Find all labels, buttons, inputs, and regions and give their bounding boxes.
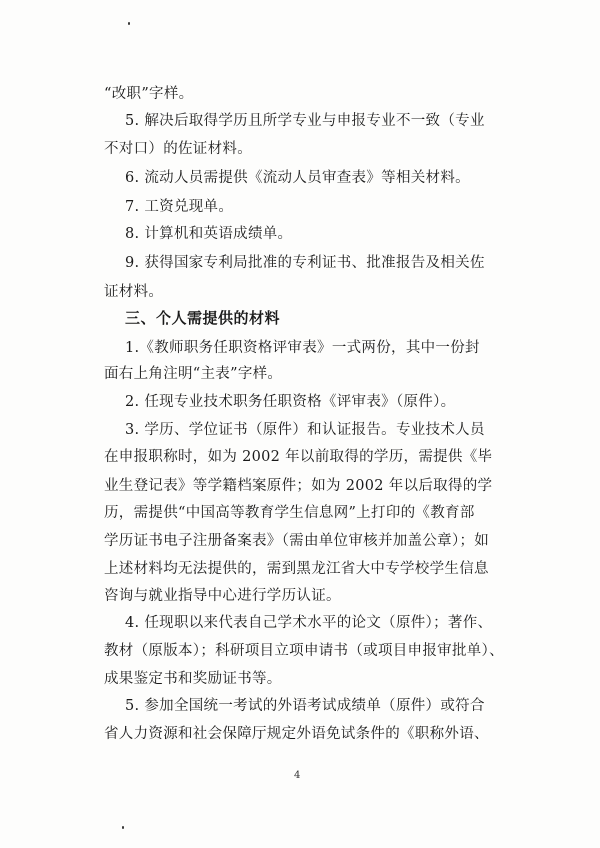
text-line: 3. 学历、学位证书（原件）和认证报告。专业技术人员 <box>125 422 485 438</box>
text-line: “改职”字样。 <box>104 86 194 102</box>
section-heading: 三、个人需提供的材料 <box>125 309 281 327</box>
text-line: 5. 解决后取得学历且所学专业与申报专业不一致（专业 <box>125 113 485 129</box>
text-line: 4. 任现职以来代表自己学术水平的论文（原件）；著作、 <box>125 615 493 631</box>
text-line: 教材（原版本）；科研项目立项申请书（或项目申报审批单）、 <box>104 643 504 659</box>
text-line: 业生登记表》等学籍档案原件；如为 2002 年以后取得的学 <box>104 478 493 494</box>
text-line: 7. 工资兑现单。 <box>125 199 234 215</box>
text-line: 证材料。 <box>104 284 164 300</box>
text-line: 2. 任现专业技术职务任职资格《评审表》（原件）。 <box>125 394 456 410</box>
scan-mark <box>122 826 124 829</box>
text-line: 9. 获得国家专利局批准的专利证书、批准报告及相关佐 <box>125 255 485 271</box>
text-line: 学历证书电子注册备案表》（需由单位审核并加盖公章）；如 <box>104 533 490 549</box>
text-line: 8. 计算机和英语成绩单。 <box>125 226 293 242</box>
text-line: 咨询与就业指导中心进行学历认证。 <box>104 588 341 604</box>
text-line: 在申报职称时，如为 2002 年以前取得的学历，需提供《毕 <box>104 449 493 465</box>
text-line: 1.《教师职务任职资格评审表》一式两份，其中一份封 <box>125 340 480 356</box>
scan-mark <box>128 22 130 25</box>
page-number: 4 <box>294 770 301 781</box>
text-line: 不对口）的佐证材料。 <box>104 141 252 157</box>
text-line: 省人力资源和社会保障厅规定外语免试条件的《职称外语、 <box>104 726 489 742</box>
text-line: 上述材料均无法提供的，需到黑龙江省大中专学校学生信息 <box>104 561 489 577</box>
text-line: 6. 流动人员需提供《流动人员审查表》等相关材料。 <box>125 170 470 186</box>
text-line: 成果鉴定书和奖励证书等。 <box>104 671 282 687</box>
text-line: 面右上角注明“主表”字样。 <box>104 366 283 382</box>
text-line: 历，需提供“中国高等教育学生信息网”上打印的《教育部 <box>104 505 475 521</box>
text-line: 5. 参加全国统一考试的外语考试成绩单（原件）或符合 <box>125 698 485 714</box>
